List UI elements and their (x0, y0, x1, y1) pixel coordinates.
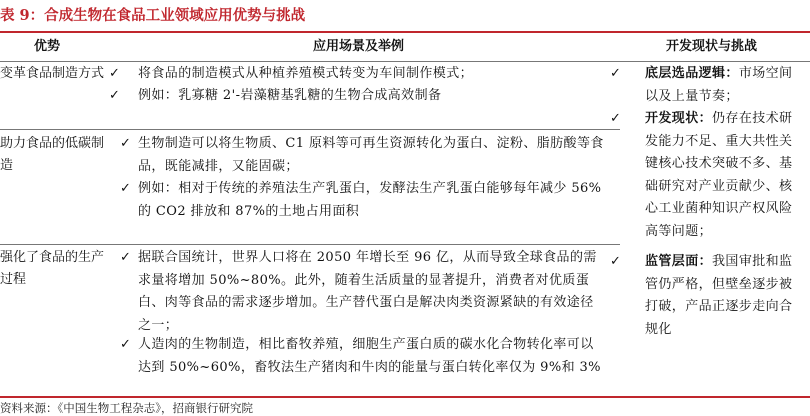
challenge-2-text: 仍存在技术研发能力不足、重大共性关键核心技术突破不多、基础研究对产业贡献少、核心工业菌种知识产权风险高等问题； (645, 111, 793, 239)
header-scenario: 应用场景及举例 (313, 39, 405, 54)
row-3-item-2: 人造肉的生物制造，相比畜牧养殖，细胞生产蛋白质的碳水化合物转化率可以达到 50%~60%，畜牧法生产猪肉和牛肉的能量与蛋白转化率仅为 9%和 3% (138, 337, 601, 375)
header-challenge: 开发现状与挑战 (666, 39, 758, 54)
challenge-1 (645, 63, 797, 108)
title-rule (0, 31, 810, 33)
row-1-rule (0, 129, 620, 130)
challenge-1-text: 市场空间以及上量节奏； (645, 66, 793, 104)
row-3-item-1: 据联合国统计，世界人口将在 2050 年增长至 96 亿，从而导致全球食品的需求量将增加 50%~80%。此外，随着生活质量的显著提升，消费者对优质蛋白、肉等食品的需求逐步增加。生产替代蛋白是解决肉类资源紧缺的有效途径之一； (138, 250, 597, 333)
bottom-rule (0, 396, 810, 398)
row-2-advantage: 助力食品的低碳制造 (0, 136, 105, 173)
row-2-item-2: 例如：相对于传统的养殖法生产乳蛋白，发酵法生产乳蛋白能够每年减少 56%的 CO2 排放和 87%的土地占用面积 (138, 181, 602, 219)
header-advantage: 优势 (34, 39, 61, 54)
challenge-3 (645, 251, 797, 341)
challenge-2-label: 开发现状： (645, 111, 713, 126)
row-1-item-2: 例如：乳寡糖 2'-岩藻糖基乳糖的生物合成高效制备 (138, 88, 442, 103)
challenge-3-check: ✓ (610, 254, 621, 269)
row-2-check-2: ✓ (120, 181, 131, 196)
row-3-advantage: 强化了食品的生产过程 (0, 250, 105, 287)
row-3-check-2: ✓ (120, 337, 131, 352)
table-title: 表 9：合成生物在食品工业领域应用优势与挑战 (0, 7, 306, 24)
row-3-check-1: ✓ (120, 250, 131, 265)
row-2-rule (0, 244, 620, 245)
challenge-3-text: 我国审批和监管仍严格，但壁垒逐步被打破，产品正逐步走向合规化 (645, 254, 793, 337)
row-1-check-2: ✓ (109, 88, 120, 103)
challenge-3-label: 监管层面： (645, 254, 713, 269)
challenge-2 (645, 108, 797, 243)
challenge-1-check: ✓ (610, 66, 621, 81)
row-1-advantage: 变革食品制造方式 (0, 66, 105, 81)
challenge-2-check: ✓ (610, 111, 621, 126)
row-1-item-1: 将食品的制造模式从种植养殖模式转变为车间制作模式； (138, 66, 474, 81)
challenge-1-label: 底层选品逻辑： (645, 66, 739, 81)
row-2-item-1: 生物制造可以将生物质、C1 原料等可再生资源转化为蛋白、淀粉、脂肪酸等食品，既能减排，又能固碳； (138, 136, 604, 174)
source-note: 资料来源：《中国生物工程杂志》，招商银行研究院 (0, 401, 253, 415)
header-rule (0, 61, 810, 62)
row-1-check-1: ✓ (109, 66, 120, 81)
row-2-check-1: ✓ (120, 136, 131, 151)
